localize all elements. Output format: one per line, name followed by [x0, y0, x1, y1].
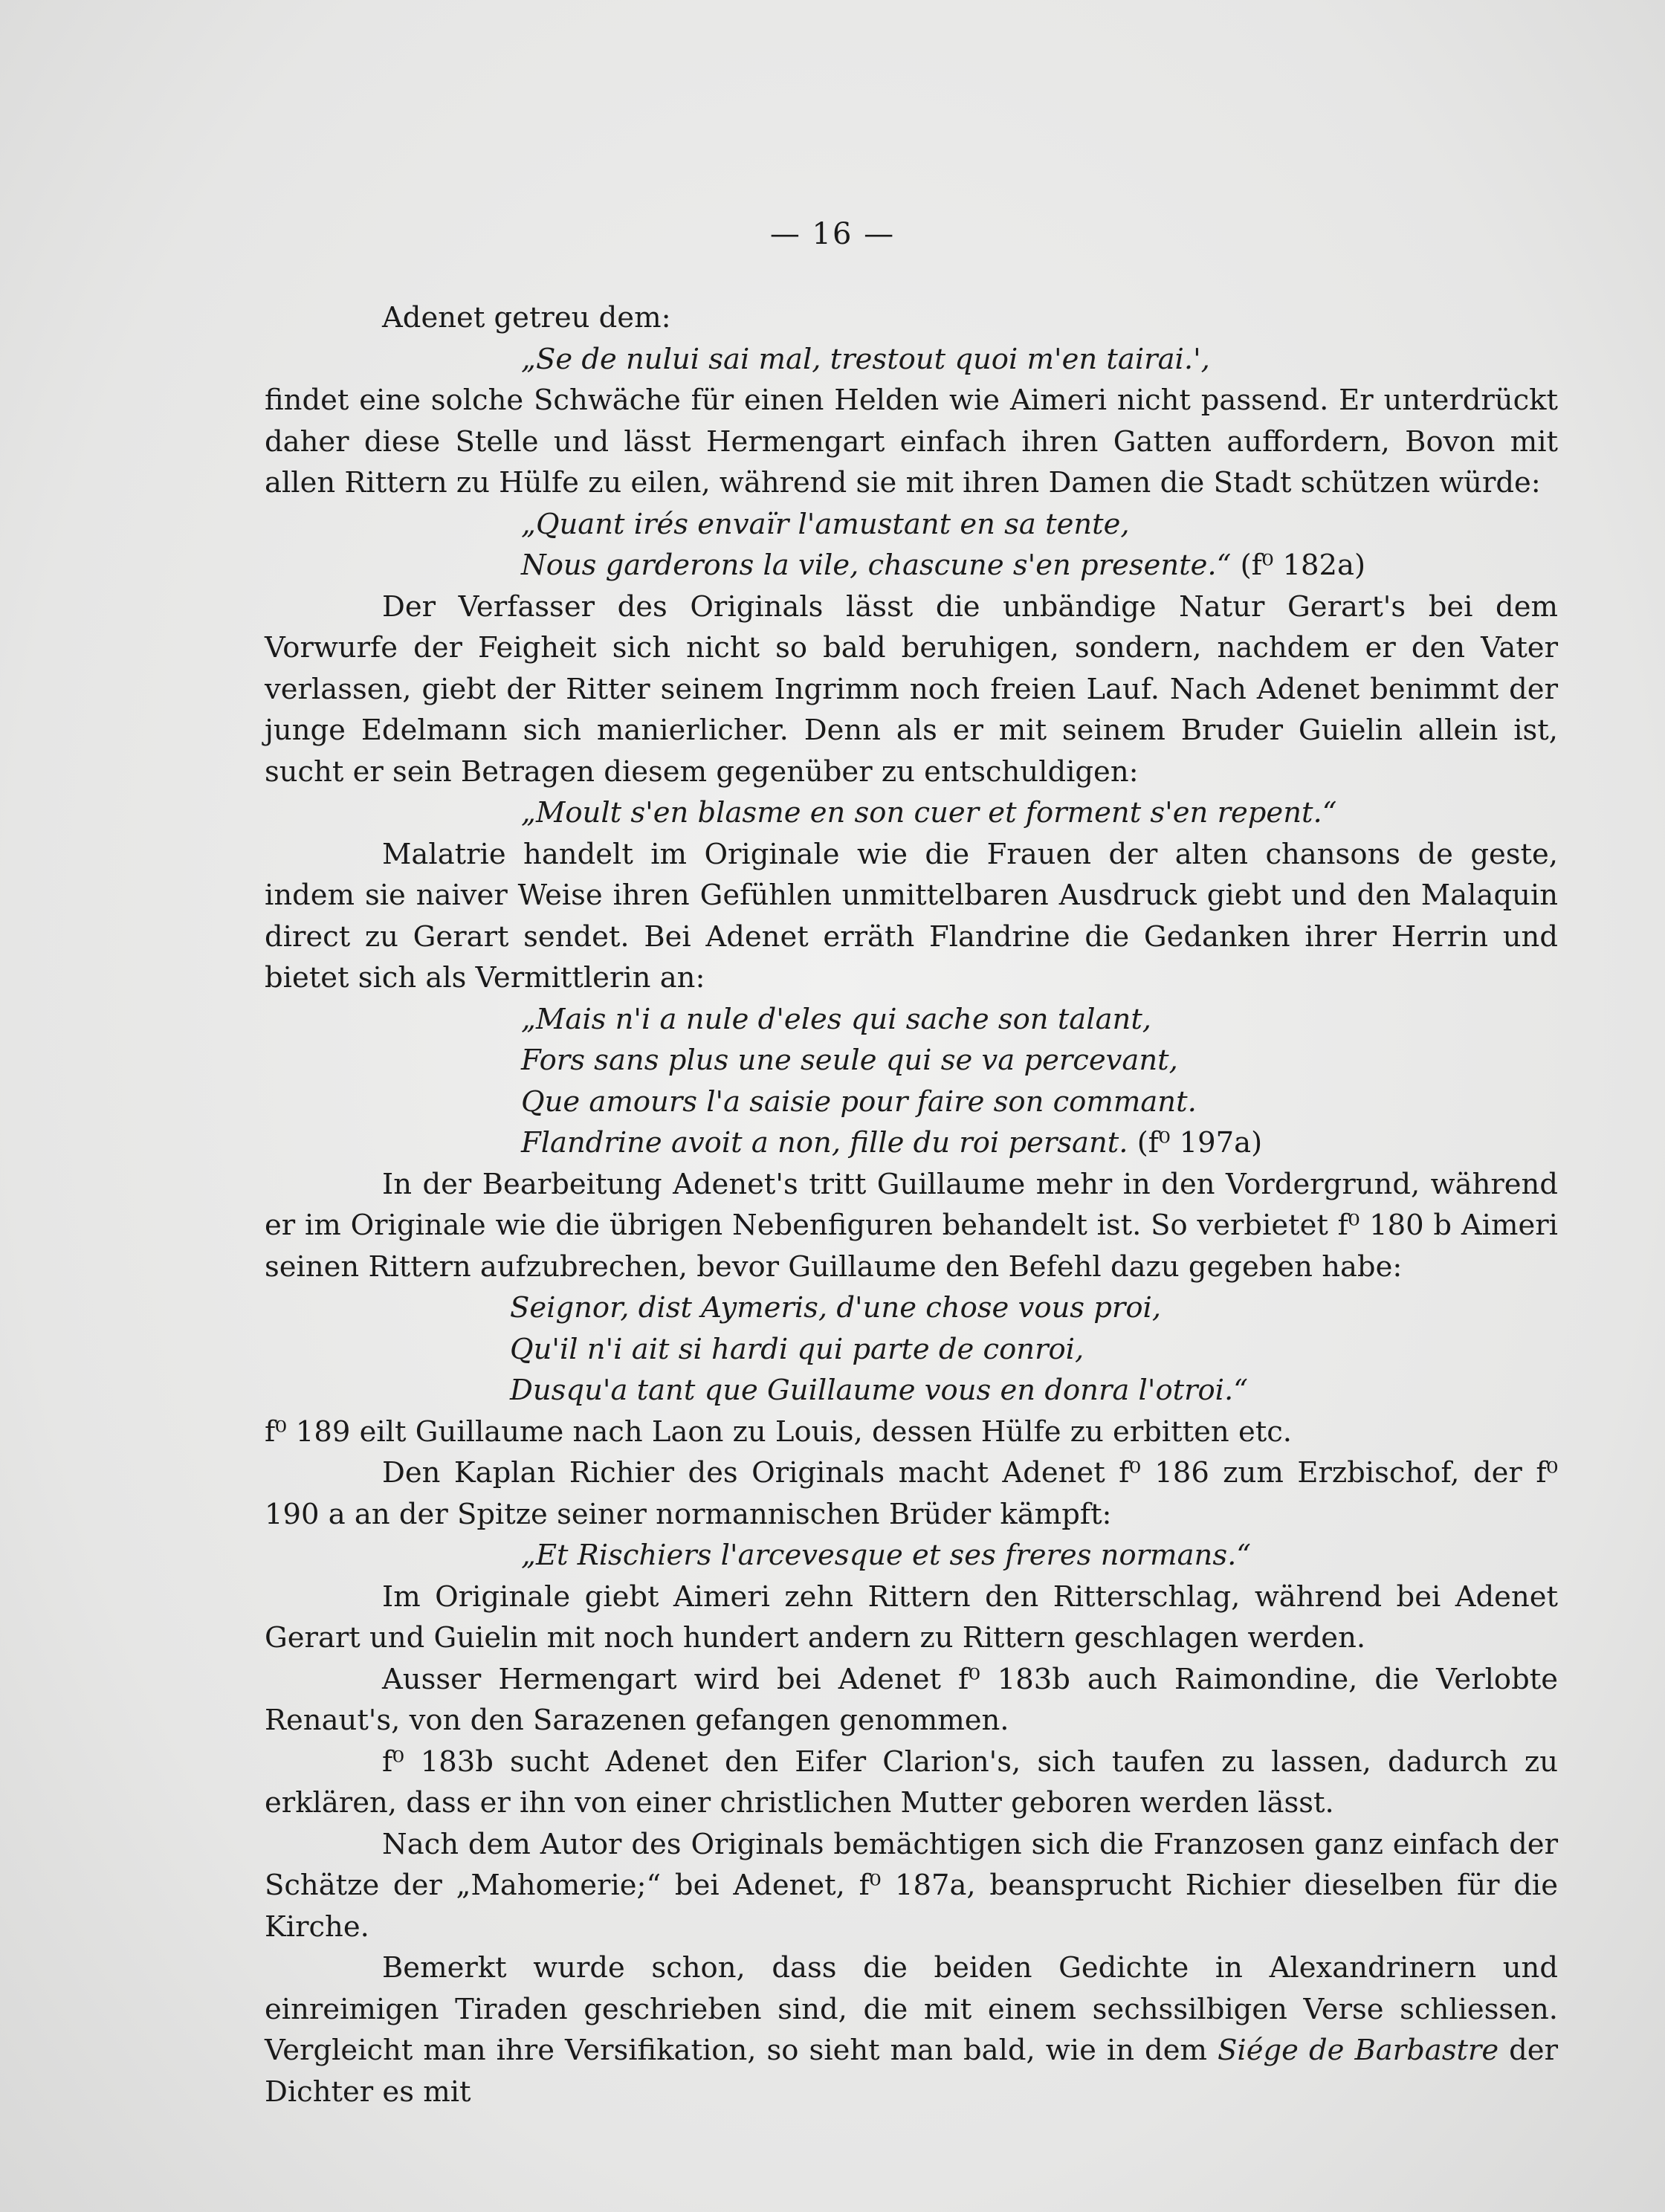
verse-quote — [265, 792, 1558, 834]
paragraph — [265, 1659, 1558, 1742]
block-text: Que amours l'a saisie pour faire son commant. — [521, 1084, 1197, 1119]
page-number: — 16 — — [769, 217, 896, 251]
paragraph — [265, 834, 1558, 999]
block-text: Im Originale giebt Aimeri zehn Rittern den Ritterschlag, während bei Adenet Gerart und Guielin mit noch hundert andern zu Rittern geschlagen werden. — [265, 1579, 1558, 1655]
paragraph — [265, 1411, 1558, 1453]
block-text: Flandrine avoit a non, fille du roi persant. — [521, 1126, 1128, 1160]
block-text: „Mais n'i a nule d'eles qui sache son talant, — [521, 1002, 1152, 1036]
folio-reference: (f⁰ 197a) — [1128, 1126, 1263, 1160]
block-text: Den Kaplan Richier des Originals macht Adenet f⁰ 186 zum Erzbischof, der f⁰ 190 a an der Spitze seiner normannischen Brüder kämpft: — [265, 1456, 1558, 1531]
block-text: Fors sans plus une seule qui se va percevant, — [521, 1044, 1178, 1077]
block-text: Bemerkt wurde schon, dass die beiden Gedichte in Alexandrinern und einreimigen Tiraden geschrieben sind, die mit einem sechssilbigen Verse schliessen. Vergleicht man ihre Versifikation, so sieht man bald, wie in dem — [265, 1951, 1558, 2067]
block-text: Seignor, dist Aymeris, d'une chose vous proi, — [510, 1291, 1162, 1325]
block-text: „Moult s'en blasme en son cuer et forment s'en repent.“ — [521, 796, 1337, 830]
block-text: Qu'il n'i ait si hardi qui parte de conroi, — [510, 1332, 1084, 1366]
block-text-continued: der Dichter es mit — [265, 2034, 1558, 2109]
verse-quote — [265, 545, 1558, 586]
block-text: Dusqu'a tant que Guillaume vous en donra l'otroi.“ — [510, 1374, 1248, 1407]
paragraph — [265, 1947, 1558, 2112]
block-text: In der Bearbeitung Adenet's tritt Guillaume mehr in den Vordergrund, während er im Originale wie die übrigen Nebenfiguren behandelt ist. So verbietet f⁰ 180 b Aimeri seinen Rittern aufzubrechen, bevor Guillaume den Befehl dazu gegeben habe: — [265, 1167, 1558, 1284]
folio-reference: (f⁰ 182a) — [1231, 549, 1365, 582]
paragraph — [265, 297, 1558, 339]
verse-quote — [265, 504, 1558, 546]
block-text: „Et Rischiers l'arcevesque et ses freres normans.“ — [521, 1539, 1251, 1572]
block-text: Nous garderons la vile, chascune s'en presente.“ — [521, 549, 1232, 582]
work-title: Siége de Barbastre — [1218, 2034, 1499, 2067]
verse-quote — [265, 1535, 1558, 1576]
body-text — [265, 297, 1558, 2112]
paragraph — [265, 1742, 1558, 1824]
paragraph — [265, 586, 1558, 793]
block-text: f⁰ 189 eilt Guillaume nach Laon zu Louis, dessen Hülfe zu erbitten etc. — [265, 1414, 1293, 1449]
paragraph — [265, 1452, 1558, 1535]
verse-quote — [265, 999, 1558, 1041]
verse-quote — [265, 1122, 1558, 1164]
verse-quote — [265, 1370, 1558, 1411]
verse-quote — [265, 1081, 1558, 1123]
verse-quote — [265, 1329, 1558, 1371]
block-text: Adenet getreu dem: — [382, 301, 671, 334]
block-text: Ausser Hermengart wird bei Adenet f⁰ 183b auch Raimondine, die Verlobte Renaut's, von den Sarazenen gefangen genommen. — [265, 1662, 1558, 1737]
verse-quote — [265, 339, 1558, 381]
block-text: „Quant irés envaïr l'amustant en sa tente, — [521, 507, 1130, 541]
block-text: f⁰ 183b sucht Adenet den Eifer Clarion's, sich taufen zu lassen, dadurch zu erklären, dass er ihn von einer christlichen Mutter geboren werden lässt. — [265, 1744, 1558, 1820]
block-text: „Se de nului sai mal, trestout quoi m'en tairai.', — [521, 342, 1210, 376]
paragraph — [265, 1824, 1558, 1948]
verse-quote — [265, 1040, 1558, 1081]
verse-quote — [265, 1287, 1558, 1329]
block-text: Malatrie handelt im Originale wie die Frauen der alten chansons de geste, indem sie naiver Weise ihren Gefühlen unmittelbaren Ausdruck giebt und den Malaquin direct zu Gerart sendet. Bei Adenet erräth Flandrine die Gedanken ihrer Herrin und bietet sich als Vermittlerin an: — [265, 837, 1558, 995]
paragraph — [265, 380, 1558, 504]
paragraph — [265, 1164, 1558, 1288]
paragraph — [265, 1576, 1558, 1659]
block-text: Nach dem Autor des Originals bemächtigen sich die Franzosen ganz einfach der Schätze der „Mahomerie;“ bei Adenet, f⁰ 187a, beansprucht Richier dieselben für die Kirche. — [265, 1827, 1558, 1944]
block-text: Der Verfasser des Originals lässt die unbändige Natur Gerart's bei dem Vorwurfe der Feigheit sich nicht so bald beruhigen, sondern, nachdem er den Vater verlassen, giebt der Ritter seinem Ingrimm noch freien Lauf. Nach Adenet benimmt der junge Edelmann sich manierlicher. Denn als er mit seinem Bruder Guielin allein ist, sucht er sein Betragen diesem gegenüber zu entschuldigen: — [265, 589, 1558, 789]
block-text: findet eine solche Schwäche für einen Helden wie Aimeri nicht passend. Er unterdrückt daher diese Stelle und lässt Hermengart einfach ihren Gatten auffordern, Bovon mit allen Rittern zu Hülfe zu eilen, während sie mit ihren Damen die Stadt schützen würde: — [265, 384, 1558, 499]
